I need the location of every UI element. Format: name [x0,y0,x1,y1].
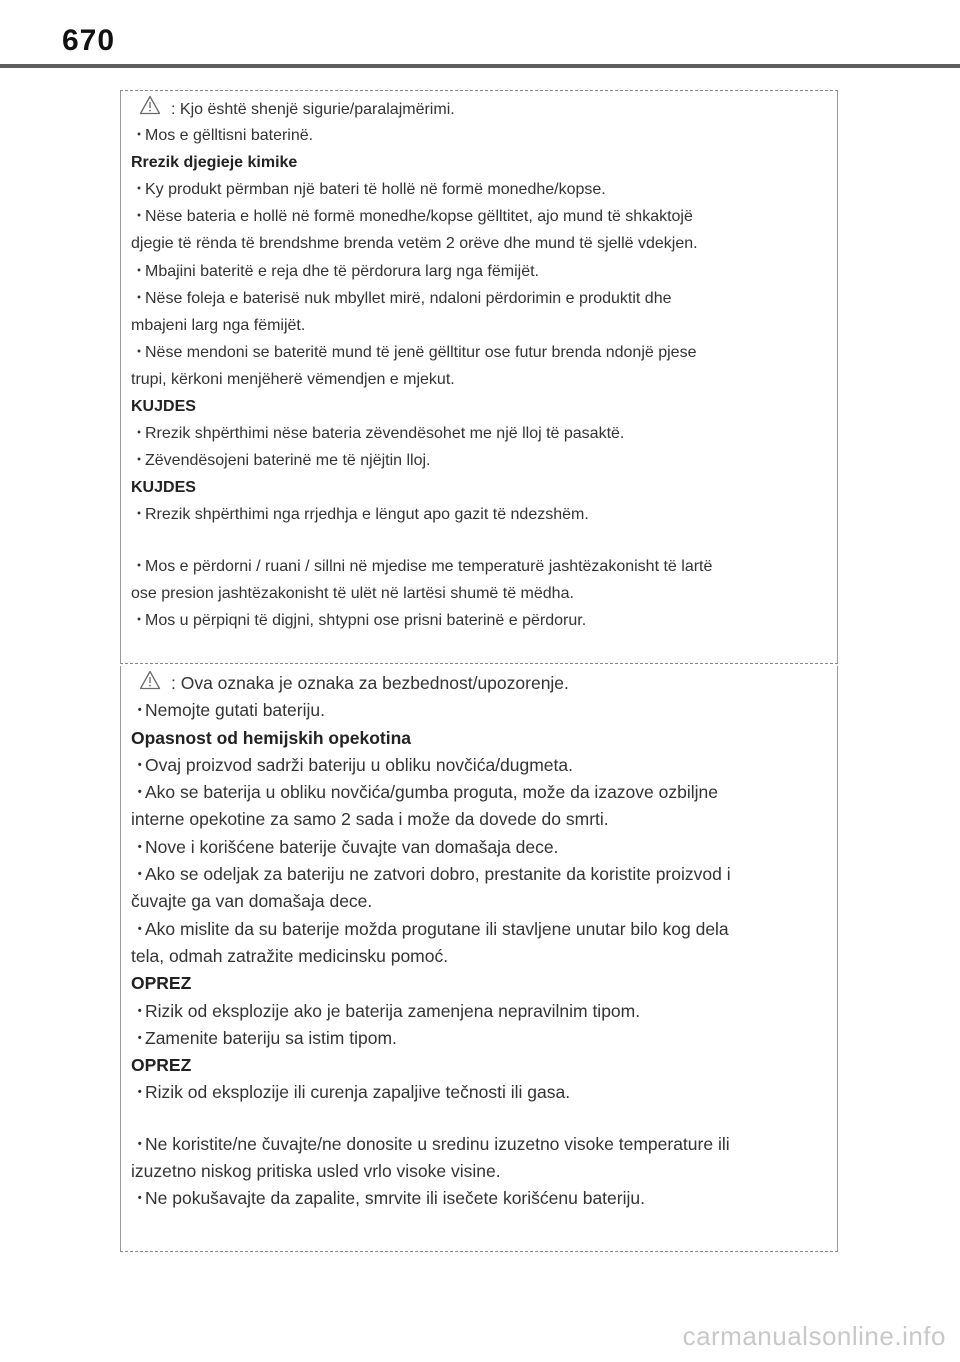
line-text: Rrezik djegieje kimike [131,154,298,172]
bullet: ・ [131,262,148,280]
text-line [131,339,837,366]
section-heading [131,393,837,420]
text-line [131,312,837,339]
text-line [131,861,837,888]
text-line [131,1079,837,1106]
text-line [131,670,837,697]
line-text: Ne koristite/ne čuvajte/ne donosite u sredinu izuzetno visoke temperature ili [145,1133,730,1154]
line-text: Nemojte gutati bateriju. [145,700,325,721]
bullet: ・ [131,343,148,361]
bullet: ・ [131,1082,149,1103]
line-text: interne opekotine za samo 2 sada i može da dovede do smrti. [131,809,609,830]
header-rule [0,64,960,68]
bullet: ・ [131,289,148,307]
text-line [131,916,837,943]
text-line [131,122,837,149]
bullet: ・ [131,1133,149,1154]
bullet: ・ [131,425,148,443]
bullet: ・ [131,127,148,145]
line-text: OPREZ [131,1055,192,1076]
text-line [131,607,837,634]
text-line [131,230,837,257]
text-line [131,779,837,806]
text-line [131,285,837,312]
warning-triangle-icon [139,95,161,124]
line-text: Ne pokušavajte da zapalite, smrvite ili isečete korišćenu bateriju. [145,1188,645,1209]
section-serbian [120,666,838,1252]
line-text: Rrezik shpërthimi nëse bateria zëvendësohet me një lloj të pasaktë. [145,425,625,443]
footer-watermark: carmanualsonline.info [682,1321,946,1351]
warning-triangle-icon [139,670,161,698]
text-line [131,1025,837,1052]
line-text: Nëse mendoni se bateritë mund të jenë gëlltitur ose futur brenda ndonjë pjese [145,343,697,361]
bullet: ・ [131,836,149,857]
bullet: ・ [131,452,148,470]
bullet: ・ [131,557,148,575]
line-text: OPREZ [131,973,192,994]
line-text: Nëse bateria e hollë në formë monedhe/kopse gëlltitet, ajo mund të shkaktojë [145,208,693,226]
bullet: ・ [131,1000,149,1021]
line-text: Ovaj proizvod sadrži bateriju u obliku novčića/dugmeta. [145,754,573,775]
line-text: Ky produkt përmban një bateri të hollë në formë monedhe/kopse. [145,181,606,199]
line-text: Mos e gëlltisni baterinë. [145,127,314,145]
bullet: ・ [131,754,149,775]
bullet: ・ [131,181,148,199]
line-text: KUJDES [131,479,196,497]
bullet: ・ [131,1188,149,1209]
section-heading [131,474,837,501]
text-line [131,943,837,970]
bullet: ・ [131,918,149,939]
line-text: Zëvendësojeni baterinë me të njëjtin lloj. [145,452,431,470]
line-text: Mbajini bateritë e reja dhe të përdorura larg nga fëmijët. [145,262,539,280]
text-line [131,203,837,230]
text-line [131,1185,837,1212]
bullet: ・ [131,611,148,629]
bullet: ・ [131,864,149,885]
line-text: trupi, kërkoni menjëherë vëmendjen e mjekut. [131,370,455,388]
bullet: ・ [131,700,149,721]
bullet: ・ [131,1027,149,1048]
bullet: ・ [131,506,148,524]
text-line [131,752,837,779]
text-line [131,420,837,447]
section-heading [131,970,837,997]
line-text: : Ova oznaka je oznaka za bezbednost/upozorenje. [171,673,569,693]
line-text: čuvajte ga van domašaja dece. [131,891,373,912]
line-text: ose presion jashtëzakonisht të ulët në lartësi shumë të mëdha. [131,584,574,602]
blank-line [131,1107,837,1131]
line-text: Zamenite bateriju sa istim tipom. [145,1027,397,1048]
text-line [131,447,837,474]
bullet: ・ [131,208,148,226]
line-text: Nëse foleja e baterisë nuk mbyllet mirë, ndaloni përdorimin e produktit dhe [145,289,672,307]
line-text: Opasnost od hemijskih opekotina [131,727,412,748]
page-number: 670 [62,24,116,57]
line-text: Ako mislite da su baterije možda progutane ili stavljene unutar bilo kog dela [145,918,729,939]
section-heading [131,149,837,176]
text-line [131,1131,837,1158]
line-text: : Kjo është shenjë sigurie/paralajmërimi. [171,100,455,118]
text-line [131,580,837,607]
blank-line [131,529,837,553]
text-line [131,806,837,833]
text-line [131,258,837,285]
text-line [131,1158,837,1185]
line-text: Rizik od eksplozije ako je baterija zamenjena nepravilnim tipom. [145,1000,641,1021]
line-text: Ako se baterija u obliku novčića/gumba proguta, može da izazove ozbiljne [145,782,718,803]
text-line [131,697,837,724]
text-line [131,888,837,915]
text-line [131,366,837,393]
line-text: Mos u përpiqni të digjni, shtypni ose prisni baterinë e përdorur. [145,611,587,629]
text-line [131,834,837,861]
section-heading [131,725,837,752]
line-text: KUJDES [131,398,196,416]
line-text: djegie të rënda të brendshme brenda vetëm 2 orëve dhe mund të sjellë vdekjen. [131,235,698,253]
section-heading [131,1052,837,1079]
line-text: Nove i korišćene baterije čuvajte van domašaja dece. [145,836,559,857]
line-text: Ako se odeljak za bateriju ne zatvori dobro, prestanite da koristite proizvod i [145,864,731,885]
text-line [131,95,837,122]
line-text: Rizik od eksplozije ili curenja zapaljive tečnosti ili gasa. [145,1082,571,1103]
text-line [131,998,837,1025]
line-text: tela, odmah zatražite medicinsku pomoć. [131,945,449,966]
text-line [131,553,837,580]
line-text: mbajeni larg nga fëmijët. [131,316,306,334]
text-line [131,176,837,203]
line-text: izuzetno niskog pritiska usled vrlo visoke visine. [131,1161,501,1182]
bullet: ・ [131,782,149,803]
line-text: Rrezik shpërthimi nga rrjedhja e lëngut apo gazit të ndezshëm. [145,506,589,524]
section-albanian [120,90,838,664]
text-line [131,501,837,528]
line-text: Mos e përdorni / ruani / sillni në mjedise me temperaturë jashtëzakonisht të lartë [145,557,713,575]
